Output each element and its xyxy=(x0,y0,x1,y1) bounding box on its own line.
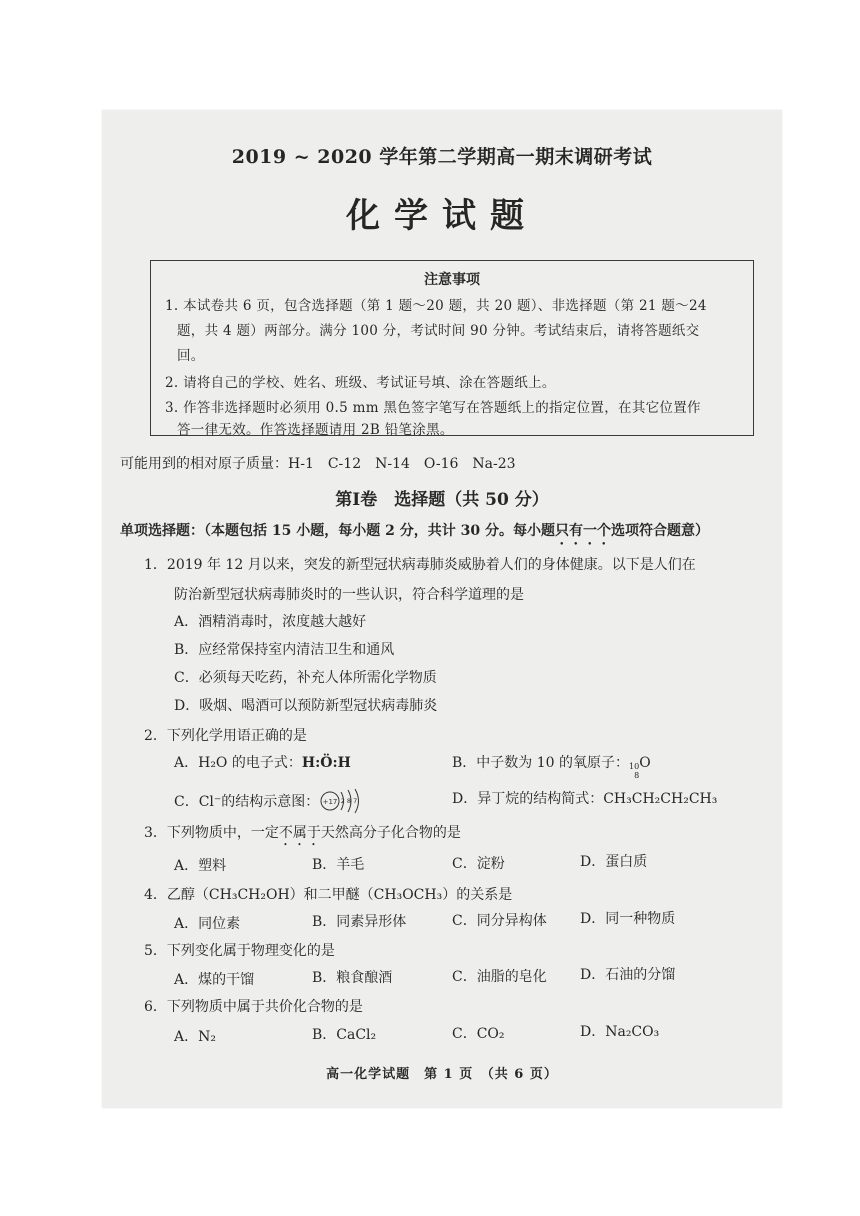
q4-option-c: C．同分异构体 xyxy=(452,913,547,929)
q3-stem-text: 天然高分子化合物的是 xyxy=(320,825,461,841)
q2-option-c xyxy=(174,788,363,814)
q6-option-a: A．N₂ xyxy=(174,1029,216,1045)
atomic-masses: 可能用到的相对原子质量：H-1 C-12 N-14 O-16 Na-23 xyxy=(120,456,516,472)
q4-stem: 4．乙醇（CH₃CH₂OH）和二甲醚（CH₃OCH₃）的关系是 xyxy=(144,887,513,903)
q1-option-c: C．必须每天吃药，补充人体所需化学物质 xyxy=(174,670,437,686)
q3-stem-text: 3．下列物质中，一定 xyxy=(144,825,279,841)
q2-option-a-label: A．H₂O 的电子式： xyxy=(174,755,302,771)
q2-option-a xyxy=(174,752,351,772)
notice-line: 回。 xyxy=(177,348,205,364)
q2-option-d: D．异丁烷的结构简式：CH₃CH₂CH₂CH₃ xyxy=(452,791,718,807)
q4-option-b: B．同素异形体 xyxy=(312,914,407,930)
q3-stem-emphasis: 不属于 xyxy=(278,825,321,841)
q5-option-b: B．粮食酿酒 xyxy=(312,970,393,986)
exam-page xyxy=(102,110,782,1108)
q5-option-c: C．油脂的皂化 xyxy=(452,969,547,985)
q1-option-b: B．应经常保持室内清洁卫生和通风 xyxy=(174,642,395,658)
q2-option-b-label: B．中子数为 10 的氧原子： xyxy=(452,755,630,771)
q5-option-d: D．石油的分馏 xyxy=(580,967,676,983)
q6-option-c: C．CO₂ xyxy=(452,1026,505,1042)
instruction-emphasis: 只有一个 xyxy=(554,523,611,539)
q6-option-b: B．CaCl₂ xyxy=(312,1027,377,1043)
q5-option-a: A．煤的干馏 xyxy=(174,972,255,988)
q4-option-d: D．同一种物质 xyxy=(580,911,676,927)
notice-box xyxy=(150,260,754,436)
q3-option-a: A．塑料 xyxy=(174,858,227,874)
q5-stem: 5．下列变化属于物理变化的是 xyxy=(144,943,335,959)
q4-option-a: A．同位素 xyxy=(174,916,241,932)
nucleus-charge: +17 xyxy=(322,798,338,806)
page-footer: 高一化学试题 第 1 页 （共 6 页） xyxy=(326,1067,558,1082)
mass-number: 10 xyxy=(629,762,640,771)
exam-subtitle: 2019 ~ 2020 学年第二学期高一期末调研考试 xyxy=(231,146,653,168)
instruction-text: 选项符合题意） xyxy=(610,523,709,539)
section-title: 第Ⅰ卷 选择题（共 50 分） xyxy=(335,490,549,510)
q1-option-d: D．吸烟、喝酒可以预防新型冠状病毒肺炎 xyxy=(174,698,438,714)
notice-line: 2. 请将自己的学校、姓名、班级、考试证号填、涂在答题纸上。 xyxy=(165,375,556,391)
q1-option-a: A．酒精消毒时，浓度越大越好 xyxy=(174,614,367,630)
element-symbol: O xyxy=(639,755,651,771)
q1-stem: 1．2019 年 12 月以来，突发的新型冠状病毒肺炎威胁着人们的身体健康。以下是人们在 xyxy=(144,557,696,573)
q3-option-c: C．淀粉 xyxy=(452,856,505,872)
instruction-text: 单项选择题：（本题包括 15 小题，每小题 2 分，共计 30 分。每小题 xyxy=(120,523,555,539)
q3-stem xyxy=(144,822,461,849)
exam-title: 化学试题 xyxy=(346,196,538,236)
q3-option-b: B．羊毛 xyxy=(312,857,365,873)
notice-title: 注意事项 xyxy=(424,272,480,288)
section-instruction xyxy=(120,520,709,548)
notice-line: 1. 本试卷共 6 页，包含选择题（第 1 题～20 题，共 20 题）、非选择题（第 21 题～24 xyxy=(165,298,707,314)
q6-stem: 6．下列物质中属于共价化合物的是 xyxy=(144,999,363,1015)
q2-option-c-label: C．Cl⁻的结构示意图： xyxy=(174,794,320,810)
shell-electrons: 2 8 7 xyxy=(341,797,358,805)
q2-option-b xyxy=(452,752,651,780)
q1-stem: 防治新型冠状病毒肺炎时的一些认识，符合科学道理的是 xyxy=(174,587,524,603)
electron-formula: H:Ö:H xyxy=(301,755,351,771)
q3-option-d: D．蛋白质 xyxy=(580,854,648,870)
q2-stem: 2．下列化学用语正确的是 xyxy=(144,728,307,744)
notice-line: 3. 作答非选择题时必须用 0.5 mm 黑色签字笔写在答题纸上的指定位置，在其它位置作 xyxy=(165,400,701,416)
notice-line: 题，共 4 题）两部分。满分 100 分，考试时间 90 分钟。考试结束后，请将答题纸交 xyxy=(177,323,700,339)
atomic-number: 8 xyxy=(634,771,640,780)
atom-structure-diagram xyxy=(319,788,363,814)
notice-line: 答一律无效。作答选择题请用 2B 铅笔涂黑。 xyxy=(177,422,454,438)
q6-option-d: D．Na₂CO₃ xyxy=(580,1024,660,1040)
